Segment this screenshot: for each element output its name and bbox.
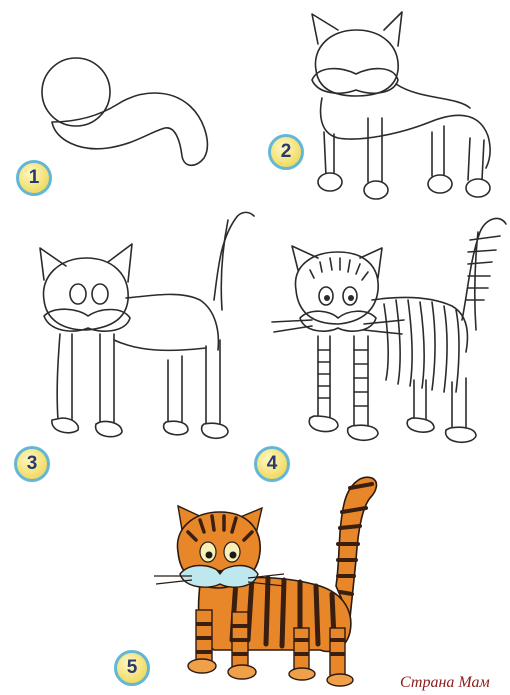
step-1-head-circle: [42, 58, 110, 126]
step-4-right-ear: [360, 248, 382, 278]
step-4-leg-1: [318, 336, 330, 418]
step-5-drawing: [154, 477, 376, 686]
step-5-right-pupil: [230, 552, 237, 559]
step-4-left-pupil: [324, 295, 330, 301]
step-2-left-ear: [312, 14, 338, 44]
step-3-leg-4: [206, 340, 220, 426]
step-4-tail: [462, 218, 506, 330]
step-4-body-stripes: [384, 300, 459, 392]
step-3-drawing: [40, 212, 254, 438]
step-number-1: 1: [28, 167, 40, 188]
step-3-right-ear: [108, 244, 132, 282]
step-number-4: 4: [266, 453, 278, 474]
step-number-3: 3: [26, 453, 38, 474]
step-3-leg-3: [168, 356, 182, 424]
step-3-right-eye: [92, 284, 108, 304]
step-4-drawing: [272, 218, 506, 442]
step-5-paw-3: [289, 668, 315, 680]
step-badge-5: [114, 650, 150, 686]
step-number-2: 2: [280, 141, 292, 162]
step-1-drawing: [42, 58, 207, 165]
step-3-back-tail: [126, 212, 254, 350]
step-3-leg-1: [57, 334, 72, 420]
step-2-paw-1: [318, 173, 342, 191]
step-badge-3: [14, 446, 50, 482]
step-4-whiskers: [272, 320, 404, 334]
step-5-leg-3: [294, 628, 309, 670]
step-1-body-bean: [52, 93, 207, 165]
step-3-paw-4: [202, 423, 228, 438]
step-2-back: [396, 84, 470, 108]
step-3-belly: [114, 340, 206, 350]
step-3-leg-2: [100, 334, 114, 424]
step-4-leg-stripes: [318, 350, 368, 406]
step-2-head: [315, 30, 398, 96]
step-2-leg-2: [368, 118, 382, 182]
step-4-paw-2: [348, 425, 378, 440]
step-2-drawing: [312, 12, 490, 199]
step-4-paw-3: [407, 418, 434, 432]
step-5-paw-4: [327, 674, 353, 686]
step-4-paw-1: [309, 416, 338, 432]
step-4-leg-3: [414, 380, 426, 420]
step-4-head-stripes: [310, 258, 368, 280]
step-3-paw-2: [96, 421, 122, 436]
step-4-right-pupil: [348, 295, 354, 301]
step-5-left-pupil: [206, 552, 213, 559]
step-3-paw-1: [52, 418, 78, 433]
step-badge-2: [268, 134, 304, 170]
step-2-leg-3: [432, 126, 444, 176]
step-badge-1: [16, 160, 52, 196]
step-2-leg-4: [468, 138, 484, 180]
step-5-paw-1: [188, 659, 216, 673]
step-5-tail: [336, 477, 376, 618]
site-watermark: Страна Мам: [400, 674, 490, 691]
step-4-leg-4: [452, 378, 466, 430]
step-2-body: [321, 98, 491, 168]
step-4-left-ear: [292, 246, 318, 270]
step-badge-4: [254, 446, 290, 482]
step-2-paw-3: [428, 175, 452, 193]
step-2-paw-2: [364, 181, 388, 199]
step-3-paw-3: [164, 421, 188, 435]
step-2-leg-1a: [324, 132, 326, 176]
step-5-paw-2: [228, 665, 256, 679]
step-number-5: 5: [126, 657, 138, 678]
step-3-left-eye: [70, 284, 86, 304]
step-2-paw-4: [466, 179, 490, 197]
step-4-paw-4: [446, 427, 476, 442]
